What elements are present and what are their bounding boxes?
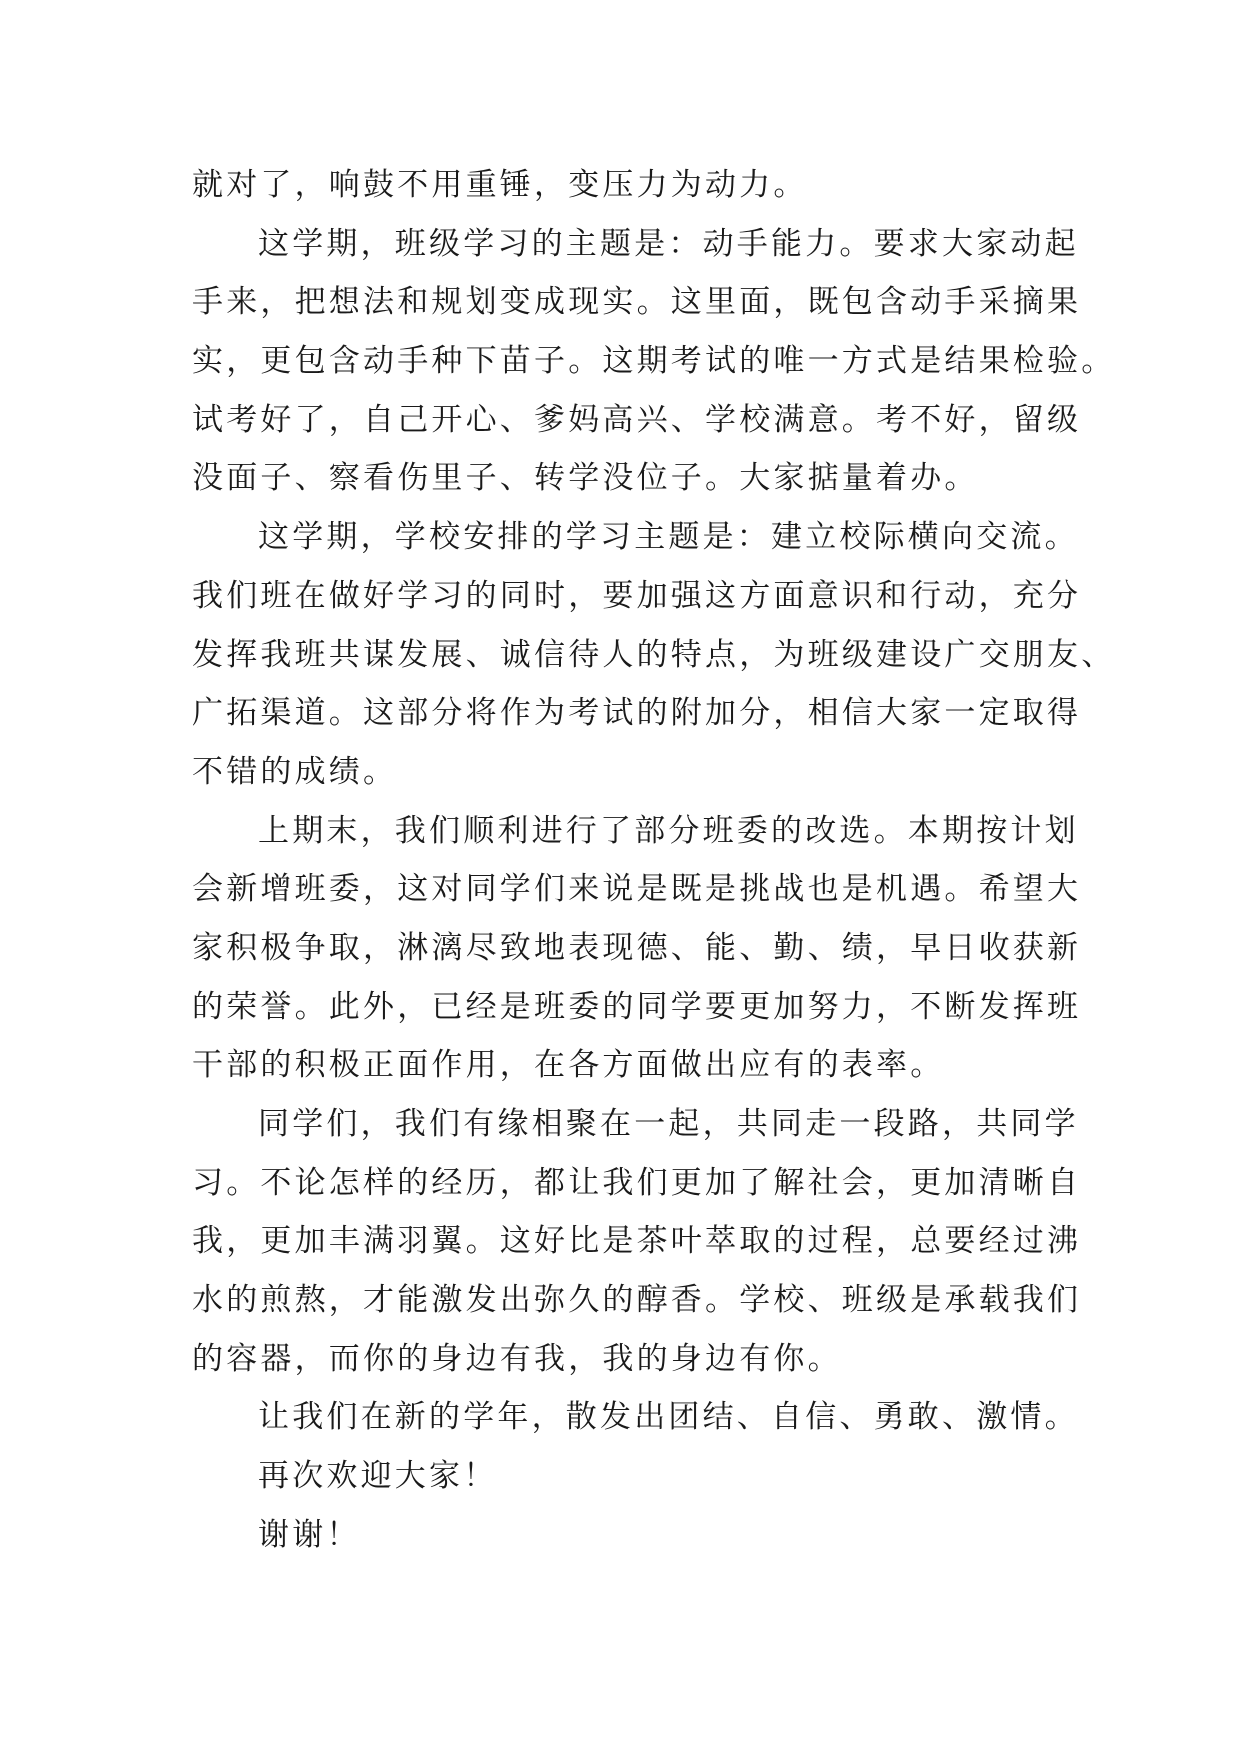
text-line: 让我们在新的学年，散发出团结、自信、勇敢、激情。 [258, 1399, 1079, 1436]
text-line: 谢谢！ [258, 1516, 361, 1553]
document-body [192, 156, 1116, 1565]
text-line: 实，更包含动手种下苗子。这期考试的唯一方式是结果检验。 [192, 343, 1116, 380]
text-line: 我，更加丰满羽翼。这好比是茶叶萃取的过程，总要经过沸 [192, 1223, 1082, 1260]
text-line: 习。不论怎样的经历，都让我们更加了解社会，更加清晰自 [192, 1164, 1082, 1201]
text-line: 手来，把想法和规划变成现实。这里面，既包含动手采摘果 [192, 284, 1082, 321]
text-line: 水的煎熬，才能激发出弥久的醇香。学校、班级是承载我们 [192, 1282, 1082, 1319]
text-line: 会新增班委，这对同学们来说是既是挑战也是机遇。希望大 [192, 871, 1082, 908]
text-line: 我们班在做好学习的同时，要加强这方面意识和行动，充分 [192, 577, 1082, 614]
text-line: 的荣誉。此外，已经是班委的同学要更加努力，不断发挥班 [192, 988, 1082, 1025]
text-line: 试考好了，自己开心、爹妈高兴、学校满意。考不好，留级 [192, 401, 1082, 438]
text-line: 这学期，班级学习的主题是：动手能力。要求大家动起 [258, 225, 1079, 262]
text-line: 再次欢迎大家！ [258, 1458, 498, 1495]
text-line: 的容器，而你的身边有我，我的身边有你。 [192, 1340, 842, 1377]
text-line: 家积极争取，淋漓尽致地表现德、能、勤、绩，早日收获新 [192, 929, 1082, 966]
text-line: 没面子、察看伤里子、转学没位子。大家掂量着办。 [192, 460, 979, 497]
text-line: 这学期，学校安排的学习主题是：建立校际横向交流。 [258, 519, 1079, 556]
text-line: 不错的成绩。 [192, 753, 398, 790]
text-line: 干部的积极正面作用，在各方面做出应有的表率。 [192, 1047, 945, 1084]
text-line: 广拓渠道。这部分将作为考试的附加分，相信大家一定取得 [192, 695, 1082, 732]
text-line: 发挥我班共谋发展、诚信待人的特点，为班级建设广交朋友、 [192, 636, 1116, 673]
text-line: 同学们，我们有缘相聚在一起，共同走一段路，共同学 [258, 1106, 1079, 1142]
text-line: 上期末，我们顺利进行了部分班委的改选。本期按计划 [258, 812, 1079, 849]
text-line: 就对了，响鼓不用重锤，变压力为动力。 [192, 167, 808, 203]
